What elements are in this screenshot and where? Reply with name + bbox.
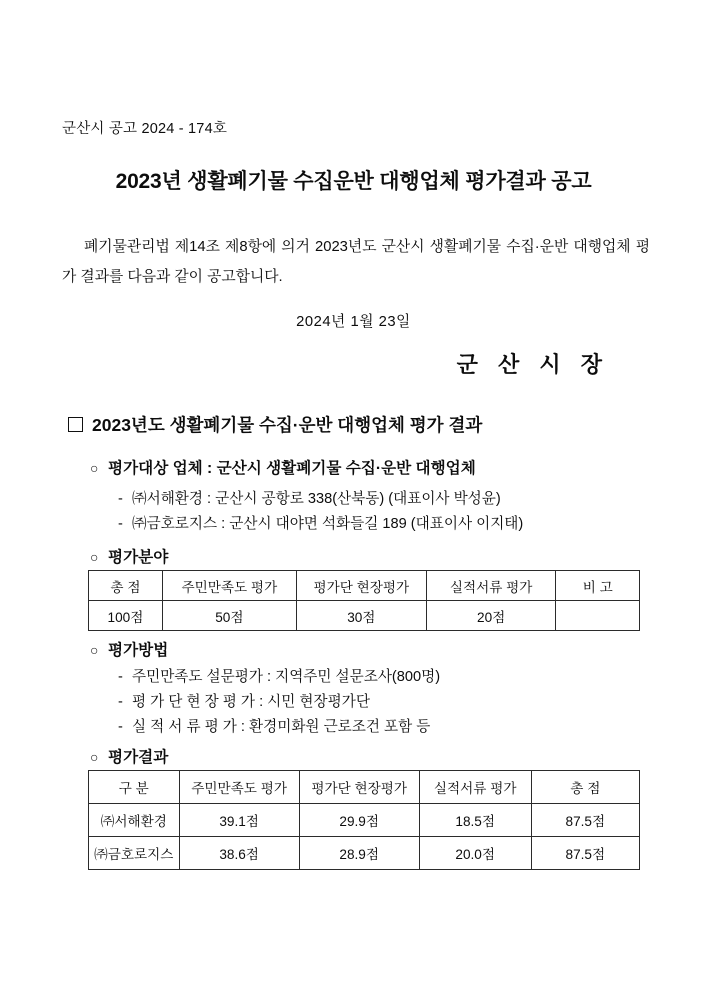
table-row	[89, 601, 640, 631]
dash-bullet-icon: -	[118, 491, 123, 507]
table-header-cell: 총 점	[89, 571, 163, 601]
issue-date: 2024년 1월 23일	[296, 314, 411, 330]
square-bullet-icon	[68, 417, 83, 432]
circle-bullet-icon: ○	[90, 642, 99, 658]
company-2-label: ㈜금호로지스 : 군산시 대야면 석화들길 189 (대표이사 이지태)	[132, 516, 524, 532]
document-number: 군산시 공고 2024 - 174호	[62, 121, 228, 137]
evaluation-method-label: 평가방법	[108, 642, 169, 659]
circle-bullet-icon: ○	[90, 460, 99, 476]
list-item	[118, 715, 430, 736]
table-cell: 87.5점	[531, 804, 639, 837]
method-item-1: 주민만족도 설문평가 : 지역주민 설문조사(800명)	[132, 669, 441, 685]
evaluation-result-label: 평가결과	[108, 749, 169, 766]
evaluation-method-heading	[90, 638, 168, 660]
table-cell: 38.6점	[179, 837, 299, 870]
method-item-3: 실 적 서 류 평 가 : 환경미화원 근로조건 포함 등	[132, 719, 431, 735]
table-cell: 100점	[89, 601, 163, 631]
circle-bullet-icon: ○	[90, 749, 99, 765]
table-cell: ㈜서해환경	[89, 804, 180, 837]
list-item	[118, 512, 523, 533]
table-cell: 18.5점	[419, 804, 531, 837]
table-header-cell: 평가단 현장평가	[296, 571, 426, 601]
issuer-name: 군 산 시 장	[456, 352, 609, 377]
table-header-cell: 구 분	[89, 771, 180, 804]
page-title: 2023년 생활폐기물 수집운반 대행업체 평가결과 공고	[115, 170, 592, 193]
table-row	[89, 804, 640, 837]
table-cell: 28.9점	[299, 837, 419, 870]
table-header-cell: 총 점	[531, 771, 639, 804]
table-header-cell: 비 고	[556, 571, 640, 601]
method-item-2: 평 가 단 현 장 평 가 : 시민 현장평가단	[132, 694, 370, 710]
table-header-cell: 실적서류 평가	[426, 571, 556, 601]
table-cell: 20.0점	[419, 837, 531, 870]
list-item	[118, 665, 440, 686]
evaluation-area-heading	[90, 545, 168, 567]
table-row	[89, 771, 640, 804]
table-header-cell: 평가단 현장평가	[299, 771, 419, 804]
table-cell: 39.1점	[179, 804, 299, 837]
section-heading	[68, 412, 482, 437]
table-cell: 29.9점	[299, 804, 419, 837]
circle-bullet-icon: ○	[90, 549, 99, 565]
table-cell: 50점	[162, 601, 296, 631]
dash-bullet-icon: -	[118, 669, 123, 685]
dash-bullet-icon: -	[118, 694, 123, 710]
evaluation-area-label: 평가분야	[108, 549, 169, 566]
evaluation-result-table	[88, 770, 640, 870]
table-cell: 20점	[426, 601, 556, 631]
table-header-cell: 주민만족도 평가	[179, 771, 299, 804]
table-cell: 30점	[296, 601, 426, 631]
table-row	[89, 571, 640, 601]
table-header-cell: 실적서류 평가	[419, 771, 531, 804]
table-cell	[556, 601, 640, 631]
evaluation-result-heading	[90, 745, 168, 767]
intro-paragraph: 폐기물관리법 제14조 제8항에 의거 2023년도 군산시 생활폐기물 수집·운반 대행업체 평가 결과를 다음과 같이 공고합니다.	[62, 239, 650, 285]
section-heading-label: 2023년도 생활폐기물 수집·운반 대행업체 평가 결과	[92, 415, 483, 435]
target-company-heading	[90, 456, 476, 478]
table-cell: ㈜금호로지스	[89, 837, 180, 870]
list-item	[118, 487, 501, 508]
table-cell: 87.5점	[531, 837, 639, 870]
dash-bullet-icon: -	[118, 516, 123, 532]
list-item	[118, 690, 370, 711]
dash-bullet-icon: -	[118, 719, 123, 735]
evaluation-area-table	[88, 570, 640, 631]
table-row	[89, 837, 640, 870]
table-header-cell: 주민만족도 평가	[162, 571, 296, 601]
target-company-label: 평가대상 업체 : 군산시 생활폐기물 수집·운반 대행업체	[108, 460, 476, 477]
company-1-label: ㈜서해환경 : 군산시 공항로 338(산북동) (대표이사 박성윤)	[132, 491, 501, 507]
